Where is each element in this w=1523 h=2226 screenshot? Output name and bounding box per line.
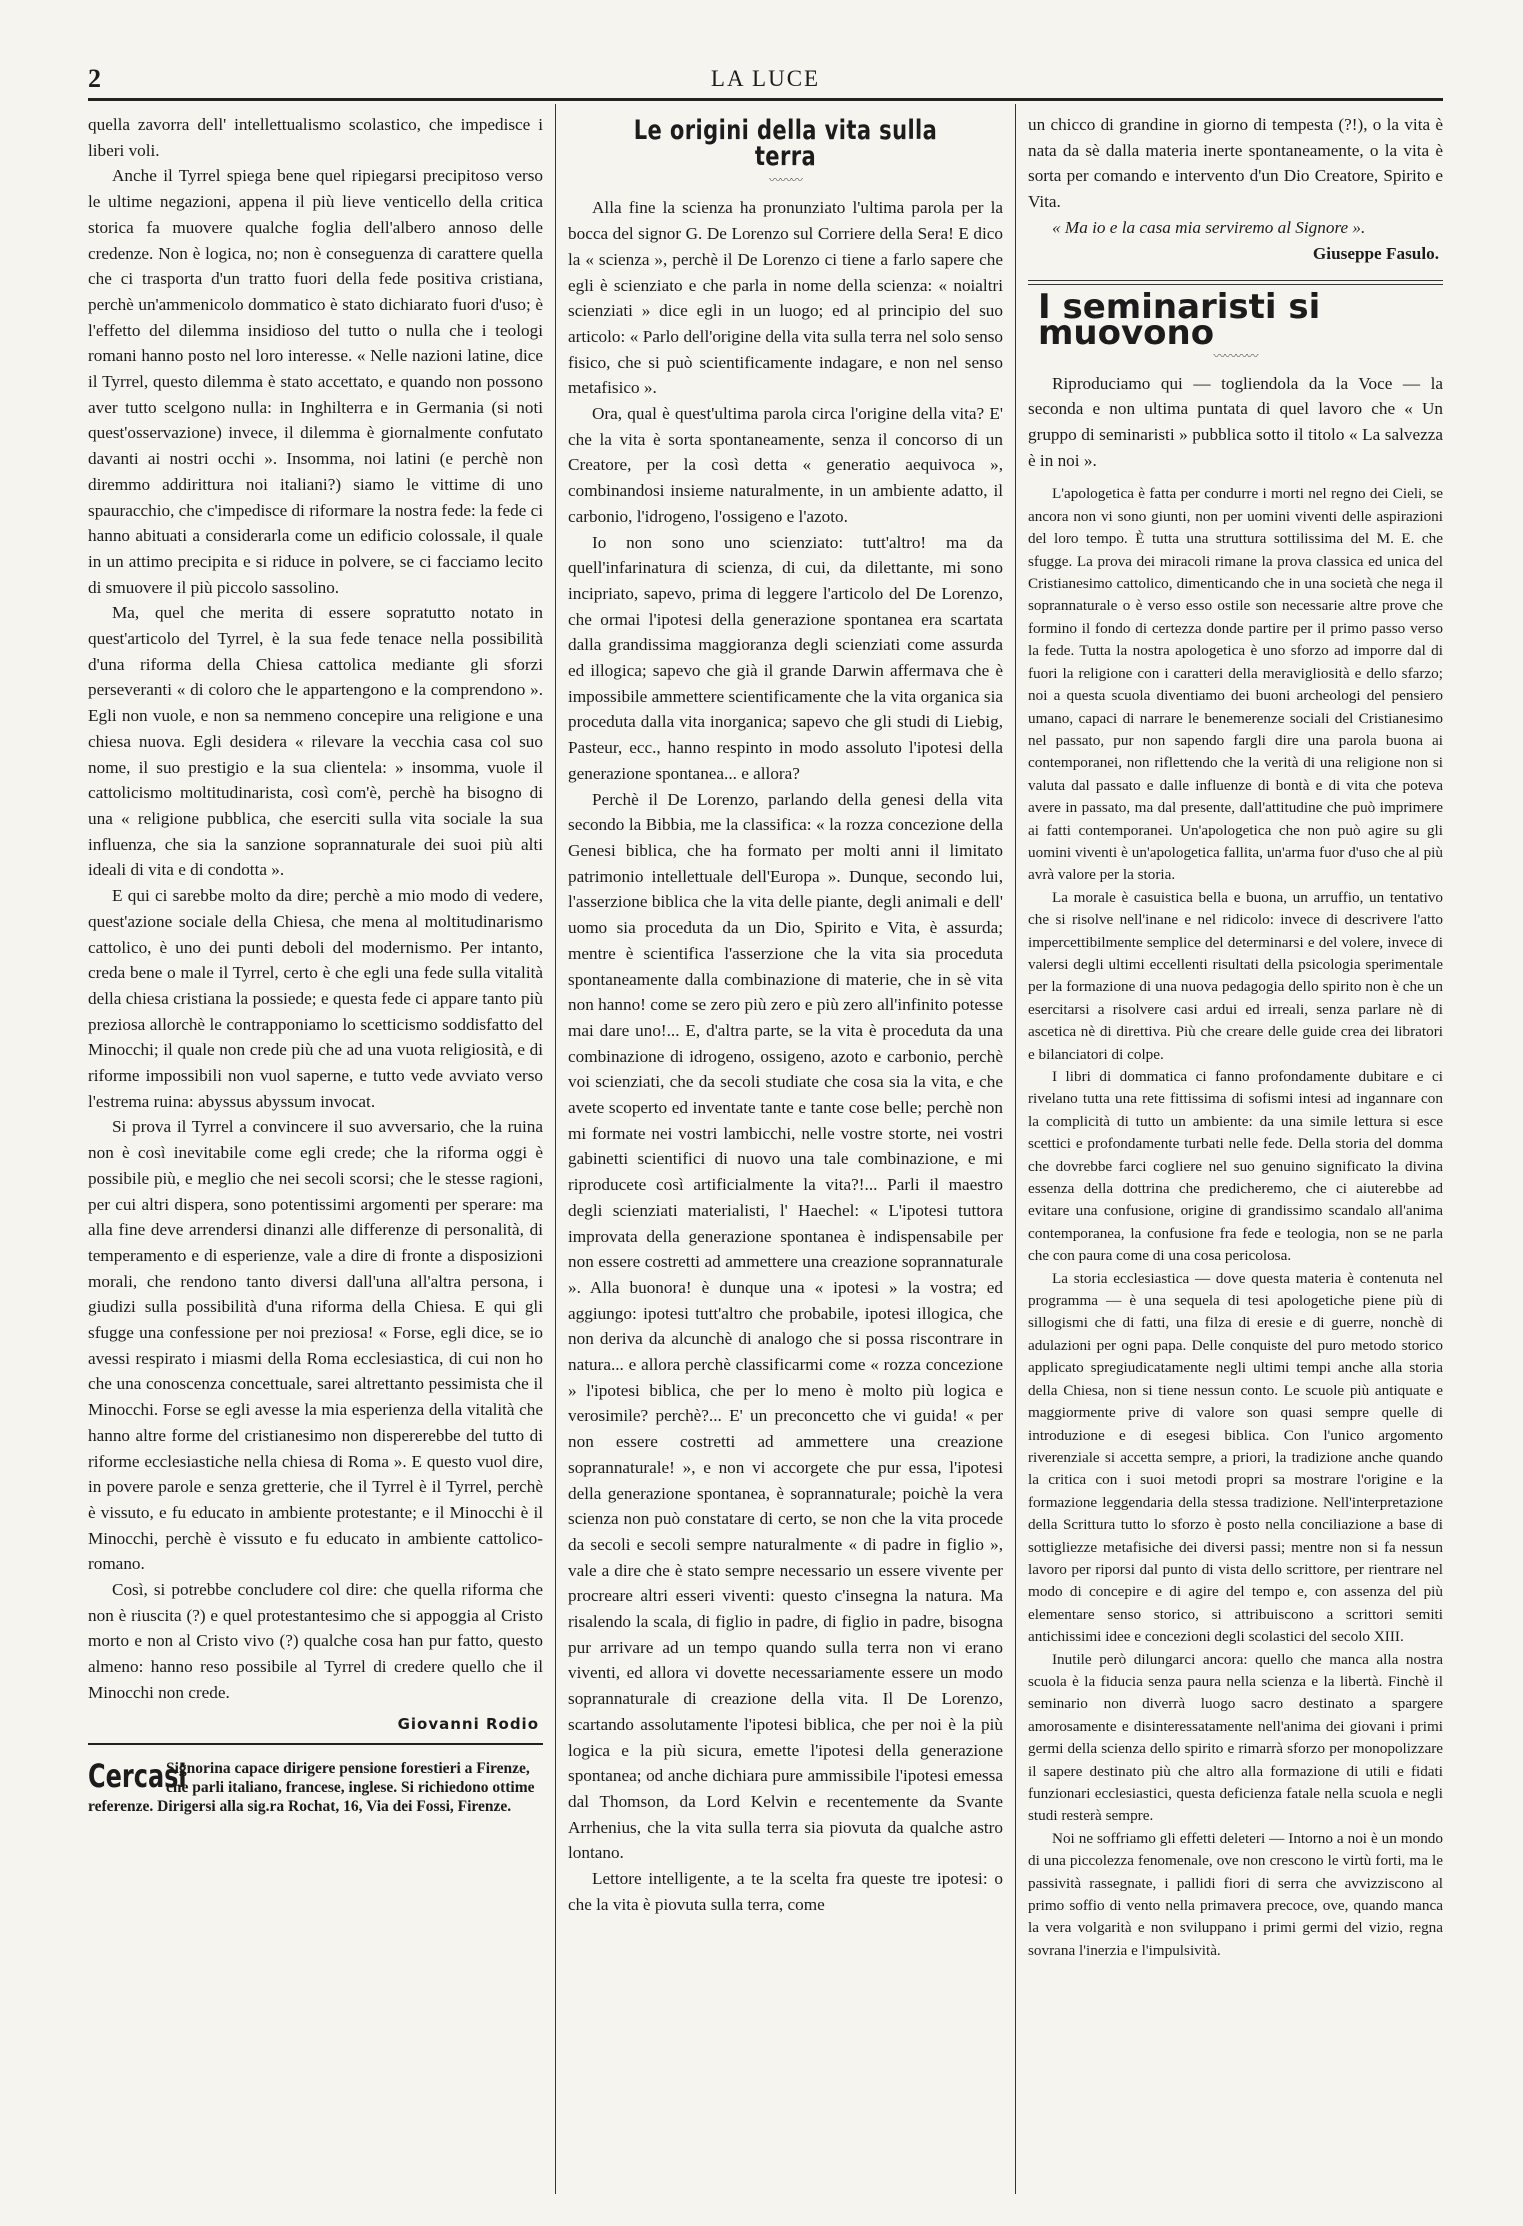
paragraph: Alla fine la scienza ha pronunziato l'ultima parola per la bocca del signor G. De Lorenzo sul Corriere della Sera! E dico la « scienza », perchè il De Lorenzo ci tiene a farlo sapere che egli è scienziato e che parla in nome della scienza: « noialtri scienziati » dice egli in un luogo; ed al principio del suo articolo: « Parlo dell'origine della vita sulla terra nel solo senso fisico, che si può scientificamente indagare, e non nel senso metafisico ». [568, 198, 1003, 398]
header-rule [88, 98, 1443, 101]
paragraph: La morale è casuistica bella e buona, un arruffio, un tentativo che si risolve nell'inane e nel ridicolo: invece di descrivere l'atto impercettibilmente semplice del determinarsi e del volere, invece di valersi degli ultimi eccellenti risultati della psicologia sperimentale per la formazione di una nuova pedagogia dello spirito non è che un esercitarsi a risolvere casi ardui ed irreali, senza parlare nè di ascetica nè di direttiva. Più che creare delle guide crea dei libratori e bilanciatori di colpe. [1028, 888, 1443, 1063]
paragraph: E qui ci sarebbe molto da dire; perchè a mio modo di vedere, quest'azione sociale della Chiesa, che mena al moltitudinarismo cattolico, è uno dei punti deboli del modernismo. Per intanto, creda bene o male il Tyrrel, certo è che egli una fede sulla vitalità della chiesa cristiana la possiede; e questa fede ci appare tanto più preziosa allorchè le contrapponiamo lo scetticismo soddisfatto del Minocchi; il quale non crede più che ad una vuota religiosità, e di riforme impossibili non vuol saperne, e tutto vede avviato verso l'estrema ruina: abyssus abyssum invocat. [88, 886, 543, 1111]
paragraph: quella zavorra dell' intellettualismo scolastico, che impedisce i liberi voli. [88, 115, 543, 160]
paragraph: Lettore intelligente, a te la scelta fra queste tre ipotesi: o che la vita è piovuta sulla terra, come [568, 1869, 1003, 1914]
paragraph: Inutile però dilungarci ancora: quello che manca alla nostra scuola è la fiducia senza paura nella scienza e la libertà. Finchè il seminario non diverrà luogo sacro destinato a spargere amorosamente e disinteressatamente nell'anima dei giovani i primi germi della scienza dello spirito e rimarrà sforzo per monopolizzare il sapere destinato più che altro alla formazione di utili e fidati funzionari ecclesiastici, questa deficienza fatale nella scuola e negli studi resterà sempre. [1028, 1650, 1443, 1825]
article-title: I seminaristi si muovono [1038, 287, 1321, 353]
paragraph: I libri di dommatica ci fanno profondamente dubitare e ci rivelano tutta una rete fittissima di sofismi intesi ad ingannare con la complicità di tutto un ambiente: da una simile lettura si esce scettici e profondamente turbati nelle fede. Della storia del domma che dovrebbe farci cogliere nel suo genuino significato la divina essenza della dottrina che predicheremo, che ci aiuterebbe ad evitare una confusione, origine di grandissimo scandalo all'anima contemporanea, la confusione fra fede e teologia, non se ne parla che con paura come di una cosa pericolosa. [1028, 1068, 1443, 1265]
newspaper-name: LA LUCE [710, 66, 821, 91]
column-3 [1028, 112, 1443, 2192]
title-ornament: 〰〰〰〰 [1213, 348, 1258, 363]
paragraph: Noi ne soffriamo gli effetti deleteri — Intorno a noi è un mondo di una piccolezza fenomenale, ove non crescono le virtù forti, ma le passività rassegnate, i pallidi fiori di serra che avvizziscono al primo soffio di vento nella primavera precoce, ove, quando manca la vera volgarità e non sviluppano i primi germi del vizio, regna sovrana l'inerzia e l'impulsività. [1028, 1829, 1443, 1959]
ad-headline: Cercasi [88, 1757, 187, 1796]
column-divider-2 [1015, 104, 1016, 2194]
intro-paragraph: Riproduciamo qui — togliendola da la Voce — la seconda e non ultima puntata di quel lavoro che « Un gruppo di seminaristi » pubblica sotto il titolo « La salvezza è in noi ». [1028, 373, 1443, 470]
paragraph: Si prova il Tyrrel a convincere il suo avversario, che la ruina non è così inevitabile come egli crede; che la riforma oggi è possibile più, e meglio che nei secoli scorsi; che le stesse ragioni, per cui altri dispera, sono potentissimi argomenti per sperare: ma alla fine deve arrendersi dinanzi alle differenze di personalità, di temperamento e di esperienze, vale a dire di fronte a disposizioni morali, che rendono tanto diversi dall'una all'altra persona, i giudizi sulla possibilità d'una riforma della Chiesa. E qui gli sfugge una confessione per noi preziosa! « Forse, egli dice, se io avessi respirato i miasmi della Roma ecclesiastica, di cui non ho che una conoscenza concettuale, sarei altrettanto pessimista che il Minocchi. Forse se egli avesse la mia esperienza della vitalità che hanno altre forme del cristianesimo non dispererebbe del tutto di riforme ecclesiastiche nella chiesa di Roma ». E questo vuol dire, in povere parole e senza gretterie, che il Tyrrel è il Tyrrel, perchè è vissuto, e fu educato in ambiente protestante; e il Minocchi è il Minocchi, perchè è vissuto e fu educato in ambiente cattolico-romano. [88, 1117, 543, 1574]
page-number: 2 [88, 64, 101, 93]
article-body [1028, 483, 1443, 1962]
paragraph: Io non sono uno scienziato: tutt'altro! ma da quell'infarinatura di scienza, di cui, da dilettante, mi sono incipriato, sapevo, prima di leggere l'articolo del De Lorenzo, che ormai l'ipotesi della generazione spontanea era scartata dalla grandissima maggioranza degli scienziati come assurda ed illogica; sapevo che già il grande Darwin affermava che è impossibile ammettere scientificamente che la vita organica sia proceduta dalla vita inorganica; sapevo che gli studi di Liebig, Pasteur, ecc., hanno respinto in modo assoluto l'ipotesi della generazione spontanea... e allora? [568, 532, 1003, 783]
paragraph: Così, si potrebbe concludere col dire: che quella riforma che non è riuscita (?) e quel protestantesimo che si appoggia al Cristo morto e non al Cristo vivo (?) qualche cosa han pur fatto, questo almeno: hanno reso possibile al Tyrrel di credere quello che il Minocchi non crede. [88, 1580, 543, 1702]
article-signature: Giuseppe Fasulo. [1312, 243, 1439, 263]
section-separator [1028, 280, 1443, 285]
paragraph: La storia ecclesiastica — dove questa materia è contenuta nel programma — è una sequela di tesi apologetiche piene più di sillogismi che di fatti, una filza di eresie e di guerre, nonchè di adulazioni per ogni papa. Delle conquiste del puro metodo storico applicato spregiudicatamente negli ultimi tempi anche alla storia della Chiesa, non si tiene nessun conto. Le scuole più antiquate e maggiormente prive di valore son quasi sempre quelle di introduzione e di esegesi biblica. Con l'unico argomento riverenziale si accetta sempre, a priori, la tradizione anche quando la critica con i suoi metodi propri sa mostrare l'origine e la formazione leggendaria della stessa tradizione. Nell'interpretazione della Scrittura tutto lo sforzo è posto nella conciliazione a base di sottigliezze metafisiche dei diversi passi; mentre non si fa nessun lavoro per riporsi dal punto di vista dello scrittore, per rientrare nel modo di concepire e di agire del tempo e, con assenza del più elementare senso storico, si attribuiscono a scrittori semiti antichissimi idee e concezioni degli scolastici del secolo XIII. [1028, 1269, 1443, 1646]
masthead [88, 64, 1443, 100]
column-2 [568, 112, 1003, 2192]
paragraph: L'apologetica è fatta per condurre i morti nel regno dei Cieli, se ancora non vi sono giunti, non per uomini viventi delle aspirazioni del loro tempo. È tutta una struttura sottilissima del M. E. che sfugge. La prova dei miracoli rimane la prova classica ed unica del Cristianesimo cattolico, dimenticando che in una società che nega il soprannaturale o è verso esso ostile son necessarie altre prove che formino il fondo di certezza donde partire per il primo passo verso la fede. Tutta la nostra apologetica è uno sforzo ad imporre dal di fuori la religione con i caratteri della meravigliosità e dello sfarzo; noi a questa scuola diventiamo dei buoni archeologi del pensiero umano, capaci di narrare le benemerenze sociali del Cristianesimo nel passato, pur non sapendo fargli dire una parola buona ai contemporanei, non riflettendo che la verità di una religione non si valuta dal passato e dalle influenze di bontà e di vita che poteva avere in passato, ma dal presente, dall'attitudine che può imprimere ai fatti contemporanei. Un'apologetica che non può agire su gli uomini viventi è un'apologetica fallita, un'arma fuor d'uso che al più avrà valore per la storia. [1028, 485, 1443, 884]
paragraph: Anche il Tyrrel spiega bene quel ripiegarsi precipitoso verso le ultime negazioni, appena il più lieve venticello della critica storica fa muovere qualche foglia dell'albero annoso delle credenze. Non è logica, no; non è conseguenza di carattere quella che ci trasporta d'un tratto fuori della fede positiva cristiana, perchè un'ammenicolo dommatico è stato dichiarato fuori d'uso; è l'effetto del dilemma insidioso del tutto o nulla che i teologi romani hanno posto nel loro interesse. « Nelle nazioni latine, dice il Tyrrel, questo dilemma è stato accettato, e quando non possono aver tutto scelgono nulla: in Inghilterra e in Germania (si noti quest'osservazione) invece, il dilemma è giornalmente confutato davanti ai nostri occhi ». Insomma, noi latini (e perchè non diremmo addirittura noi italiani?) siamo le vittime di uno spauracchio, che c'impedisce di riformare la nostra fede: la fede ci hanno abituati a considerarla come un edificio colossale, il quale in un attimo precipita e si riduce in polvere, se ci facciamo lecito di smuovere il più piccolo sassolino. [88, 166, 543, 597]
paragraph: Ora, qual è quest'ultima parola circa l'origine della vita? E' che la vita è sorta spontaneamente, senza il concorso di un Creatore, per la così detta « generatio aequivoca », combinandosi insieme naturalmente, in un ambiente adatto, il carbonio, l'idrogeno, l'ossigeno e l'azoto. [568, 404, 1003, 526]
paragraph: Perchè il De Lorenzo, parlando della genesi della vita secondo la Bibbia, me la classifica: « la rozza concezione della Genesi biblica, che ha formato per molti anni il limitato patrimonio intellettuale dell'Europa ». Dunque, secondo lui, l'asserzione biblica che la vita delle piante, degli animali e dell' uomo sia proceduta da un Dio, Spirito e Vita, è assurda; mentre è scientifica l'asserzione che la vita sia proceduta spontaneamente dalla combinazione di materie, che in sè vita non hanno! come se zero più zero e più zero all'infinito potesse mai dare uno!... E, d'altra parte, se la vita è proceduta da una combinazione di idrogeno, ossigeno, azoto e carbonio, perchè voi scienziati, che da secoli studiate che cosa sia la vita, e che avete scoperto ed inventate tante e tante cose belle; perchè non mi formate nei vostri lambicchi, nelle vostre storte, nei vostri gabinetti scientifici di nuovo una tale combinazione, e mi riproducete così artificialmente la vita?!... Parli il maestro degli scienziati materialisti, l' Haechel: « L'ipotesi tuttora improvata della generazione spontanea è indispensabile per non essere costretti ad ammettere una creazione soprannaturale ». Alla buonora! è dunque una « ipotesi » la vostra; ed aggiungo: ipotesi tutt'altro che probabile, ipotesi illogica, che non deriva da alcunchè di analogo che si possa riscontrare in natura... e allora perchè classificarmi come « rozza concezione » l'ipotesi biblica, che per lo meno è molto più logica e verosimile? perchè?... E' un preconcetto che vi guida! « per non essere costretti ad ammettere una creazione soprannaturale! », e non vi accorgete che pur essa, l'ipotesi della generazione spontanea, è soprannaturale; poichè la vera scienza non può constatare di certo, se non che la vita procede da secoli e secoli sempre naturalmente « di padre in figlio », vale a dire che è stato sempre necessario un essere vivente per procreare altri esseri viventi: questo c'insegna la natura. Ma risalendo la scala, di figlio in padre, di figlio in padre, bisogna pur arrivare ad un tempo quando sulla terra non vi erano viventi, ed allora vi dovette necessariamente essere un modo soprannaturale di creazione della vita. Il De Lorenzo, scartando assolutamente l'ipotesi biblica, che per noi è la più logica e la più sicura, emette l'ipotesi della generazione spontanea; od anche dichiara pure ammissibile l'ipotesi emessa dal Thomson, da Lord Kelvin e recentemente da Svante Arrhenius, che la vita sulla terra sia piovuta da qualche astro lontano. [568, 789, 1003, 1863]
title-ornament: 〰〰〰 [768, 173, 802, 188]
column-1 [88, 112, 543, 2192]
article-title: Le origini della vita sulla terra [633, 115, 938, 172]
classified-ad [88, 1743, 543, 1816]
paragraph: un chicco di grandine in giorno di tempesta (?!), o la vita è nata da sè dalla materia inerte spontaneamente, o la vita è sorta per comando e intervento d'un Dio Creatore, Spirito e Vita. [1028, 115, 1443, 212]
article-signature: Giovanni Rodio [397, 1714, 539, 1733]
ad-text: Signorina capace dirigere pensione forestieri a Firenze, che parli italiano, francese, inglese. Si richiedono ottime referenze. Dirigersi alla sig.ra Rochat, 16, Via dei Fossi, Firenze. [88, 1760, 535, 1816]
quote: « Ma io e la casa mia serviremo al Signore ». [1052, 217, 1366, 237]
column-divider-1 [555, 104, 556, 2194]
paragraph: Ma, quel che merita di essere sopratutto notato in quest'articolo del Tyrrel, è la sua fede tenace nella possibilità d'una riforma della Chiesa cattolica mediante gli sforzi perseveranti « di coloro che le appartengono e la comprendono ». Egli non vuole, e non sa nemmeno concepire una religione e una chiesa nuova. Egli desidera « rilevare la vecchia casa col suo nome, il suo prestigio e la sua clientela: » insomma, vuole il cattolicismo moltitudinarista, così com'è, perchè ha bisogno di una « religione pubblica, che eserciti sulla vita sociale la sua influenza, che sia la sanzione soprannaturale dei suoi più alti ideali di vita e di condotta ». [88, 603, 543, 880]
